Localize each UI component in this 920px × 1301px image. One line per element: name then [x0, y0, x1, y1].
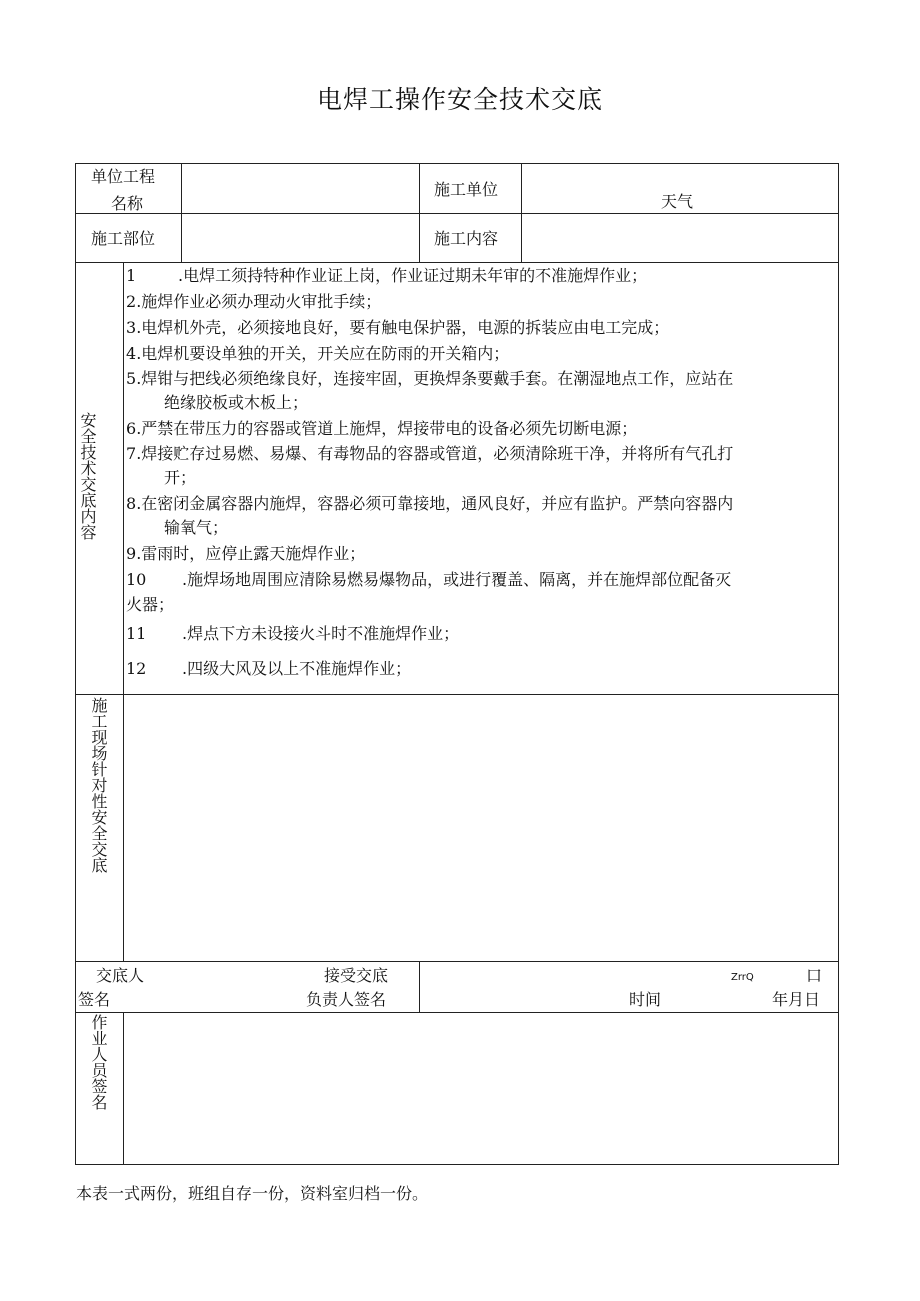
unit-project-label: 单位工程: [91, 167, 156, 186]
site-section-label: 施工现场针对性安全交底: [89, 697, 108, 873]
list-item: 7.焊接贮存过易燃、易爆、有毒物品的容器或管道，必须清除班干净，并将所有气孔打: [126, 444, 734, 463]
table-border-bottom: [75, 1164, 839, 1165]
workers-section-label: 作业人员签名: [89, 1014, 108, 1110]
col-divider: [181, 163, 182, 263]
row-divider: [75, 1012, 839, 1013]
list-item: 5.焊钳与把线必须绝缘良好，连接牢固，更换焊条要戴手套。在潮湿地点工作，应站在: [126, 369, 734, 388]
receiver-label: 接受交底: [324, 966, 389, 985]
row-divider: [75, 262, 839, 263]
list-item: 3.电焊机外壳，必须接地良好，要有触电保护器，电源的拆装应由电工完成；: [126, 318, 670, 337]
row-divider: [75, 961, 839, 962]
safety-items: [126, 266, 834, 694]
list-item: 6.严禁在带压力的容器或管道上施焊，焊接带电的设备必须先切断电源；: [126, 419, 638, 438]
row-divider: [75, 694, 839, 695]
page-title: 电焊工操作安全技术交底: [316, 85, 603, 114]
box-glyph: 口: [806, 966, 823, 985]
construction-part-label: 施工部位: [91, 229, 156, 248]
list-item: 11 .焊点下方未设接火斗时不准施焊作业；: [126, 624, 460, 643]
footnote: 本表一式两份，班组自存一份，资料室归档一份。: [76, 1184, 429, 1203]
receiver-label-2: 负责人签名: [306, 990, 387, 1009]
list-item: 1 .电焊工须持特种作业证上岗，作业证过期未年审的不准施焊作业；: [126, 266, 648, 285]
row-divider: [75, 213, 839, 214]
safety-section-label: 安全技术交底内容: [78, 412, 97, 540]
table-border-left: [75, 163, 76, 1165]
list-item-continuation: 火器；: [126, 595, 175, 614]
col-divider: [521, 163, 522, 263]
list-item: 4.电焊机要设单独的开关，开关应在防雨的开关箱内；: [126, 344, 510, 363]
list-item-continuation: 开；: [164, 468, 197, 487]
time-label: 时间: [629, 990, 662, 1009]
list-item-continuation: 绝缘胶板或木板上；: [164, 393, 309, 412]
construction-content-label: 施工内容: [434, 229, 499, 248]
date-label: 年月日: [772, 990, 821, 1009]
list-item: 12 .四级大风及以上不准施焊作业；: [126, 659, 412, 678]
col-divider: [123, 262, 124, 962]
col-divider: [419, 163, 420, 263]
list-item: 8.在密闭金属容器内施焊，容器必须可靠接地，通风良好，并应有监护。严禁向容器内: [126, 494, 734, 513]
list-item: 10 .施焊场地周围应清除易燃易爆物品，或进行覆盖、隔离，并在施焊部位配备灭: [126, 570, 732, 589]
list-item: 2.施焊作业必须办理动火审批手续；: [126, 292, 382, 311]
construction-unit-label: 施工单位: [434, 180, 499, 199]
list-item: 9.雷雨时，应停止露天施焊作业；: [126, 544, 366, 563]
col-divider: [123, 1012, 124, 1165]
table-border-top: [75, 163, 839, 164]
discloser-label: 交底人: [96, 966, 145, 985]
weather-label: 天气: [661, 192, 694, 211]
stamp-mark: ZrrQ: [731, 972, 754, 983]
col-divider: [419, 961, 420, 1013]
discloser-label-2: 签名: [78, 990, 111, 1009]
unit-project-label-2: 名称: [111, 194, 144, 213]
list-item-continuation: 输氧气；: [164, 518, 229, 537]
table-border-right: [838, 163, 839, 1165]
